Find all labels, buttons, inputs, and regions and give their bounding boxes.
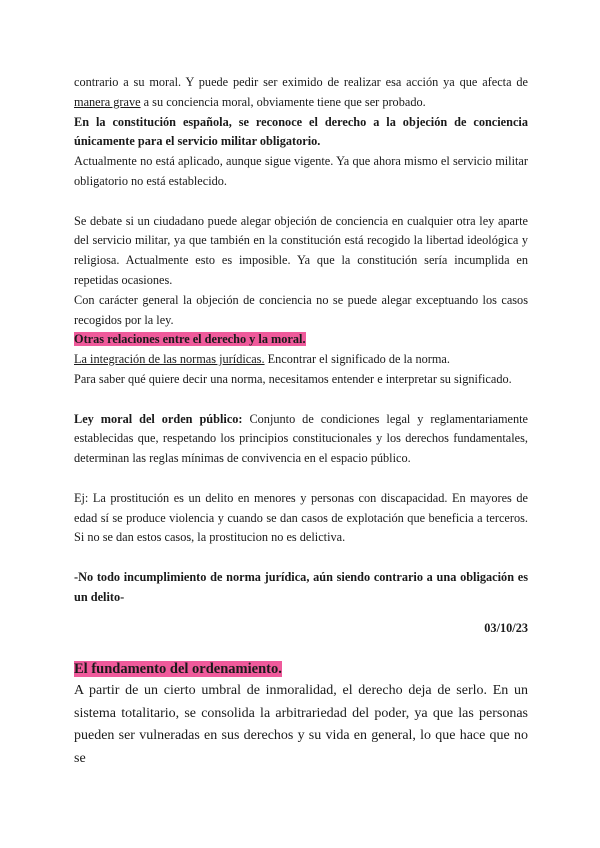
paragraph-actualmente: Actualmente no está aplicado, aunque sigue vigente. Ya que ahora mismo el servicio militar obligatorio no está establecido. [74,154,528,188]
paragraph-debate: Se debate si un ciudadano puede alegar objeción de conciencia en cualquier otra ley aparte del servicio militar, ya que también en la constitución está recogido la libertad ideológica y religiosa. Actualmente esto es imposible. Ya que la constitución sería incumplida en repetidas ocasiones. [74,213,528,287]
definition-text: Conjunto de condiciones legal y reglamentariamente establecidas que, respetando los principios constitucionales y los derechos fundamentales, determinan las reglas mínimas de convivencia en el espacio público. [74,411,528,466]
paragraph-ejemplo: Ej: La prostitución es un delito en menores y personas con discapacidad. En mayores de edad sí se produce violencia y cuando se dan casos de explotación que beneficia a terceros. Si no se dan estos casos, la prostitucion no es delictiva. [74,490,528,545]
paragraph-ley-moral [74,410,528,469]
spacer [74,469,528,489]
paragraph-conclusion: -No todo incumplimiento de norma jurídica, aún siendo contrario a una obligación es un delito- [74,569,528,604]
text-segment: Encontrar el significado de la norma. [264,352,450,367]
defined-term: Ley moral del orden público: [74,411,243,426]
spacer [74,390,528,410]
text-segment: a su conciencia moral, obviamente tiene que ser probado. [140,94,426,109]
section-heading-2 [74,658,528,680]
date-label: 03/10/23 [484,620,528,635]
underlined-phrase: manera grave [74,94,141,109]
paragraph-objecion [74,73,528,113]
paragraph-interpretar: Para saber qué quiere decir una norma, necesitamos entender e interpretar su significado. [74,371,512,386]
paragraph-fundamento: A partir de un cierto umbral de inmoralidad, el derecho deja de serlo. En un sistema totalitario, se consolida la arbitrariedad del poder, ya que las personas pueden ser vulneradas en sus derechos y su vida en general, lo que hace que no se [74,683,528,766]
text-segment: contrario a su moral. Y puede pedir ser eximido de realizar esa acción ya que afecta de [74,75,528,89]
underlined-phrase: La integración de las normas jurídicas. [74,352,265,367]
spacer [74,192,528,212]
paragraph-constitucion: En la constitución española, se reconoce el derecho a la objeción de conciencia únicamente para el servicio militar obligatorio. [74,114,528,149]
spacer [74,548,528,568]
paragraph-caracter-general: Con carácter general la objeción de conciencia no se puede alegar exceptuando los casos recogidos por la ley. [74,292,528,327]
highlighted-heading: El fundamento del ordenamiento. [74,661,282,678]
paragraph-integracion [74,350,528,370]
section-heading [74,330,528,350]
document-body [74,73,528,770]
highlighted-heading: Otras relaciones entre el derecho y la moral. [74,332,306,347]
